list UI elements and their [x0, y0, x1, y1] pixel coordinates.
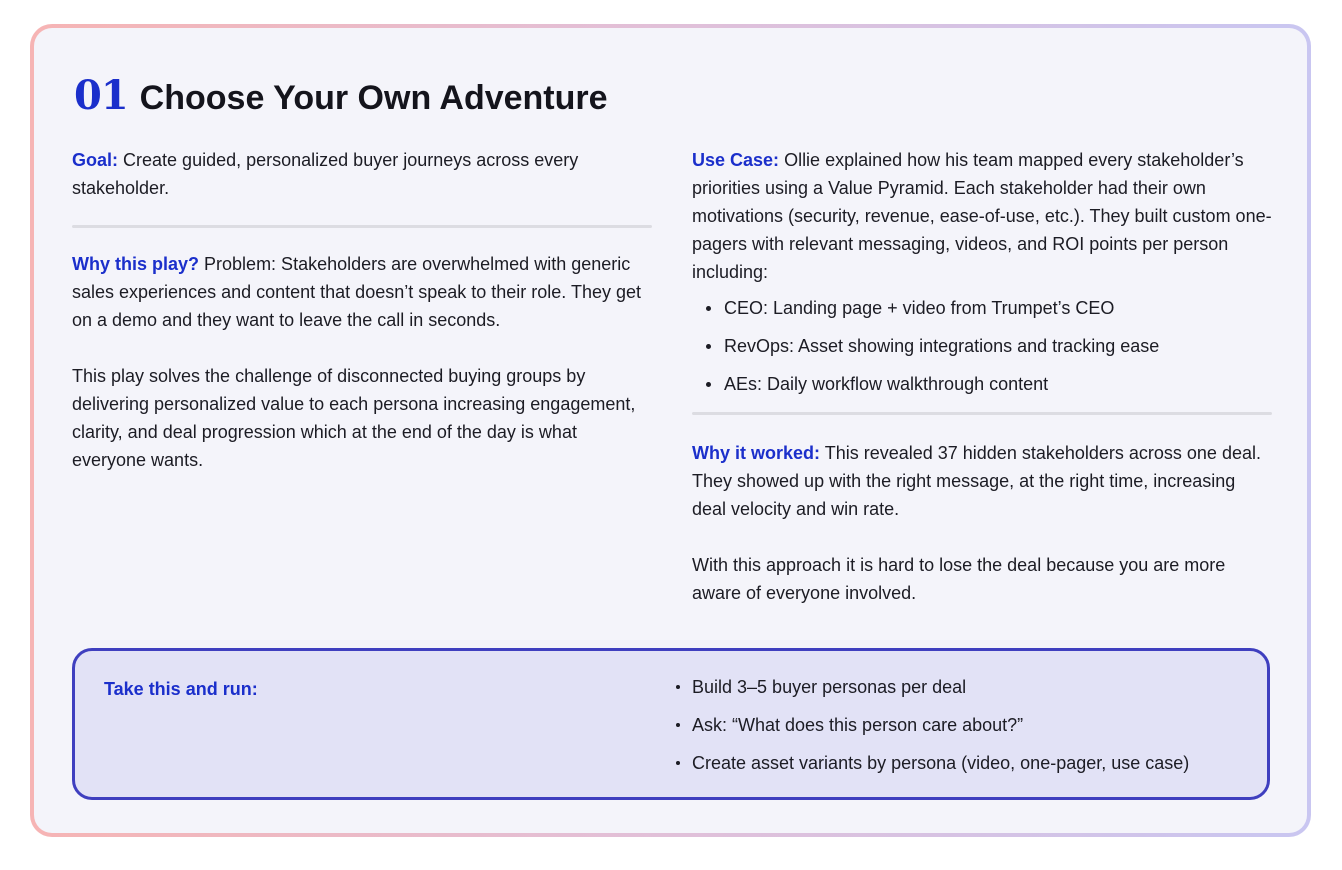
- worked-paragraph: [692, 439, 1272, 523]
- why-label: Why this play?: [72, 254, 200, 274]
- title-row: [74, 72, 608, 119]
- solution-paragraph: This play solves the challenge of disconnected buying groups by delivering personalized value to each persona increasing engagement, clarity, and deal progression which at the end of the day is what everyone wants.: [72, 366, 636, 470]
- right-divider: [692, 412, 1272, 415]
- goal-paragraph: [72, 146, 654, 202]
- card-frame: [30, 24, 1311, 837]
- page-title: Choose Your Own Adventure: [139, 79, 608, 117]
- takeaway-label: Take this and run:: [104, 679, 258, 699]
- worked-text: This revealed 37 hidden stakeholders across one deal. They showed up with the right message, at the right time, increasing deal velocity and win rate.: [692, 443, 1261, 519]
- list-item: Build 3–5 buyer personas per deal: [672, 673, 1189, 701]
- left-divider: [72, 225, 652, 228]
- goal-label: Goal:: [72, 150, 119, 170]
- list-item: Ask: “What does this person care about?”: [672, 711, 1189, 739]
- usecase-text: Ollie explained how his team mapped every stakeholder’s priorities using a Value Pyramid. Each stakeholder had their own motivations (security, revenue, ease-of-use, etc.). They built custom one-pagers with relevant messaging, videos, and ROI points per person including:: [692, 150, 1272, 282]
- list-item: RevOps: Asset showing integrations and tracking ease: [692, 332, 1272, 360]
- play-card: [34, 28, 1307, 833]
- takeaway-box: [72, 648, 1270, 800]
- list-item: Create asset variants by persona (video, one-pager, use case): [672, 749, 1189, 777]
- why-paragraph: [72, 250, 654, 334]
- usecase-label: Use Case:: [692, 150, 780, 170]
- play-number: 01: [74, 72, 128, 119]
- right-column: [692, 146, 1272, 607]
- left-column: [72, 146, 654, 474]
- why-text: Problem: Stakeholders are overwhelmed with generic sales experiences and content that doesn’t speak to their role. They get on a demo and they want to leave the call in seconds.: [72, 254, 642, 330]
- closing-paragraph: With this approach it is hard to lose the deal because you are more aware of everyone involved.: [692, 555, 1226, 603]
- list-item: CEO: Landing page + video from Trumpet’s CEO: [692, 294, 1272, 322]
- usecase-list: [692, 294, 1272, 398]
- worked-label: Why it worked:: [692, 443, 821, 463]
- usecase-paragraph: [692, 146, 1272, 286]
- list-item: AEs: Daily workflow walkthrough content: [692, 370, 1272, 398]
- goal-text: Create guided, personalized buyer journeys across every stakeholder.: [72, 150, 579, 198]
- takeaway-list: [672, 673, 1189, 787]
